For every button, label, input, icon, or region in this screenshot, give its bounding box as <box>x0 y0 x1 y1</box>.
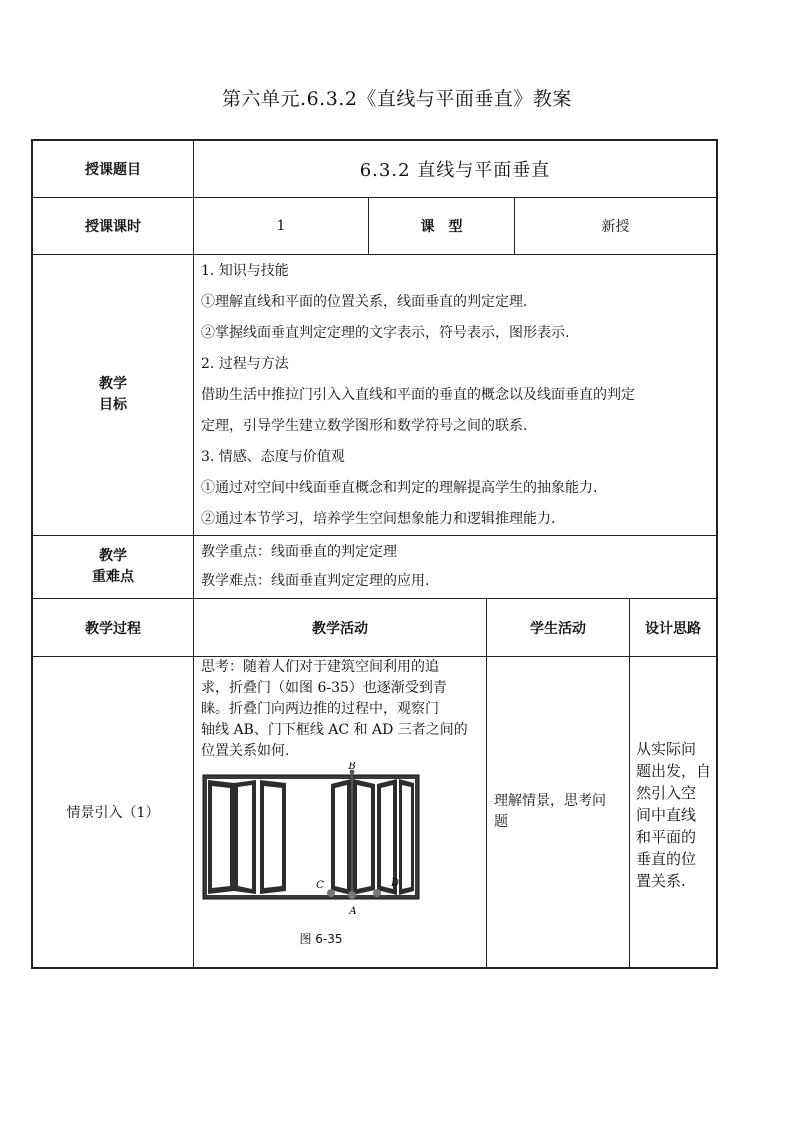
table-border-bottom <box>31 967 718 969</box>
key-points-label-line1: 教学 <box>99 548 127 564</box>
intro-activity-line: 求，折叠门（如图 6-35）也逐渐受到青 <box>201 680 447 696</box>
hours-label: 授课课时 <box>85 219 141 235</box>
intro-activity-line: 思考：随着人们对于建筑空间利用的追 <box>201 659 439 675</box>
intro-activity-line: 轴线 AB、门下框线 AC 和 AD 三者之间的 <box>201 722 468 738</box>
objectives-line: 1. 知识与技能 <box>201 263 289 279</box>
intro-student-line: 理解情景，思考问 <box>494 793 606 809</box>
process-header-activity: 教学活动 <box>312 620 368 637</box>
intro-design-line: 置关系. <box>636 872 686 890</box>
hours-value: 1 <box>276 218 286 234</box>
objectives-line: 2. 过程与方法 <box>201 356 289 372</box>
objectives-label-line2: 目标 <box>99 397 127 413</box>
figure-caption: 图 6-35 <box>299 932 343 946</box>
intro-design-line: 题出发，自 <box>636 762 712 780</box>
col-rule <box>193 139 194 968</box>
objectives-line: 定理，引导学生建立数学图形和数学符号之间的联系. <box>201 418 528 434</box>
objectives-line: ②掌握线面垂直判定定理的文字表示，符号表示，图形表示. <box>201 325 570 341</box>
process-header-student: 学生活动 <box>530 620 586 637</box>
type-value: 新授 <box>601 219 630 235</box>
intro-design-line: 间中直线 <box>636 806 697 824</box>
objectives-label <box>33 255 193 535</box>
type-label: 课 型 <box>420 219 463 235</box>
key-points-line: 教学重点：线面垂直的判定定理 <box>201 544 397 560</box>
objectives-content <box>201 255 715 535</box>
intro-student-line: 题 <box>494 814 508 830</box>
objectives-line: ①通过对空间中线面垂直概念和判定的理解提高学生的抽象能力. <box>201 480 598 496</box>
intro-stage: 情景引入（1） <box>66 805 160 821</box>
objectives-line: 3. 情感、态度与价值观 <box>201 449 345 465</box>
intro-student-activity <box>494 791 628 833</box>
topic-label: 授课题目 <box>85 162 141 178</box>
intro-design-line: 垂直的位 <box>636 850 697 868</box>
objectives-line: 借助生活中推拉门引入入直线和平面的垂直的概念以及线面垂直的判定 <box>201 387 635 403</box>
intro-design-line: 然引入空 <box>636 784 697 802</box>
figure-label-c: C <box>316 880 324 891</box>
process-header-design: 设计思路 <box>645 620 701 637</box>
key-points-content <box>201 536 715 598</box>
objectives-label-line1: 教学 <box>99 376 127 392</box>
document-title: 第六单元.6.3.2《直线与平面垂直》教案 <box>222 88 572 110</box>
key-points-line: 教学难点：线面垂直判定定理的应用. <box>201 573 430 589</box>
objectives-line: ②通过本节学习，培养学生空间想象能力和逻辑推理能力. <box>201 511 556 527</box>
process-header-stage: 教学过程 <box>85 620 141 637</box>
topic-value: 6.3.2 直线与平面垂直 <box>359 160 551 181</box>
key-points-label-line2: 重难点 <box>92 569 134 585</box>
key-points-label <box>33 536 193 598</box>
intro-design-line: 从实际问 <box>636 740 697 758</box>
figure-label-b: B <box>348 762 356 772</box>
intro-activity-line: 位置关系如何. <box>201 743 290 759</box>
figure-label-d: D <box>390 878 400 889</box>
folding-door-figure <box>200 762 424 922</box>
intro-design-idea <box>636 738 716 892</box>
figure-label-a: A <box>349 906 357 917</box>
intro-activity-line: 睐。折叠门向两边推的过程中，观察门 <box>201 701 439 717</box>
intro-design-line: 和平面的 <box>636 828 697 846</box>
objectives-line: ①理解直线和平面的位置关系，线面垂直的判定定理. <box>201 294 528 310</box>
table-border-right <box>716 139 718 969</box>
